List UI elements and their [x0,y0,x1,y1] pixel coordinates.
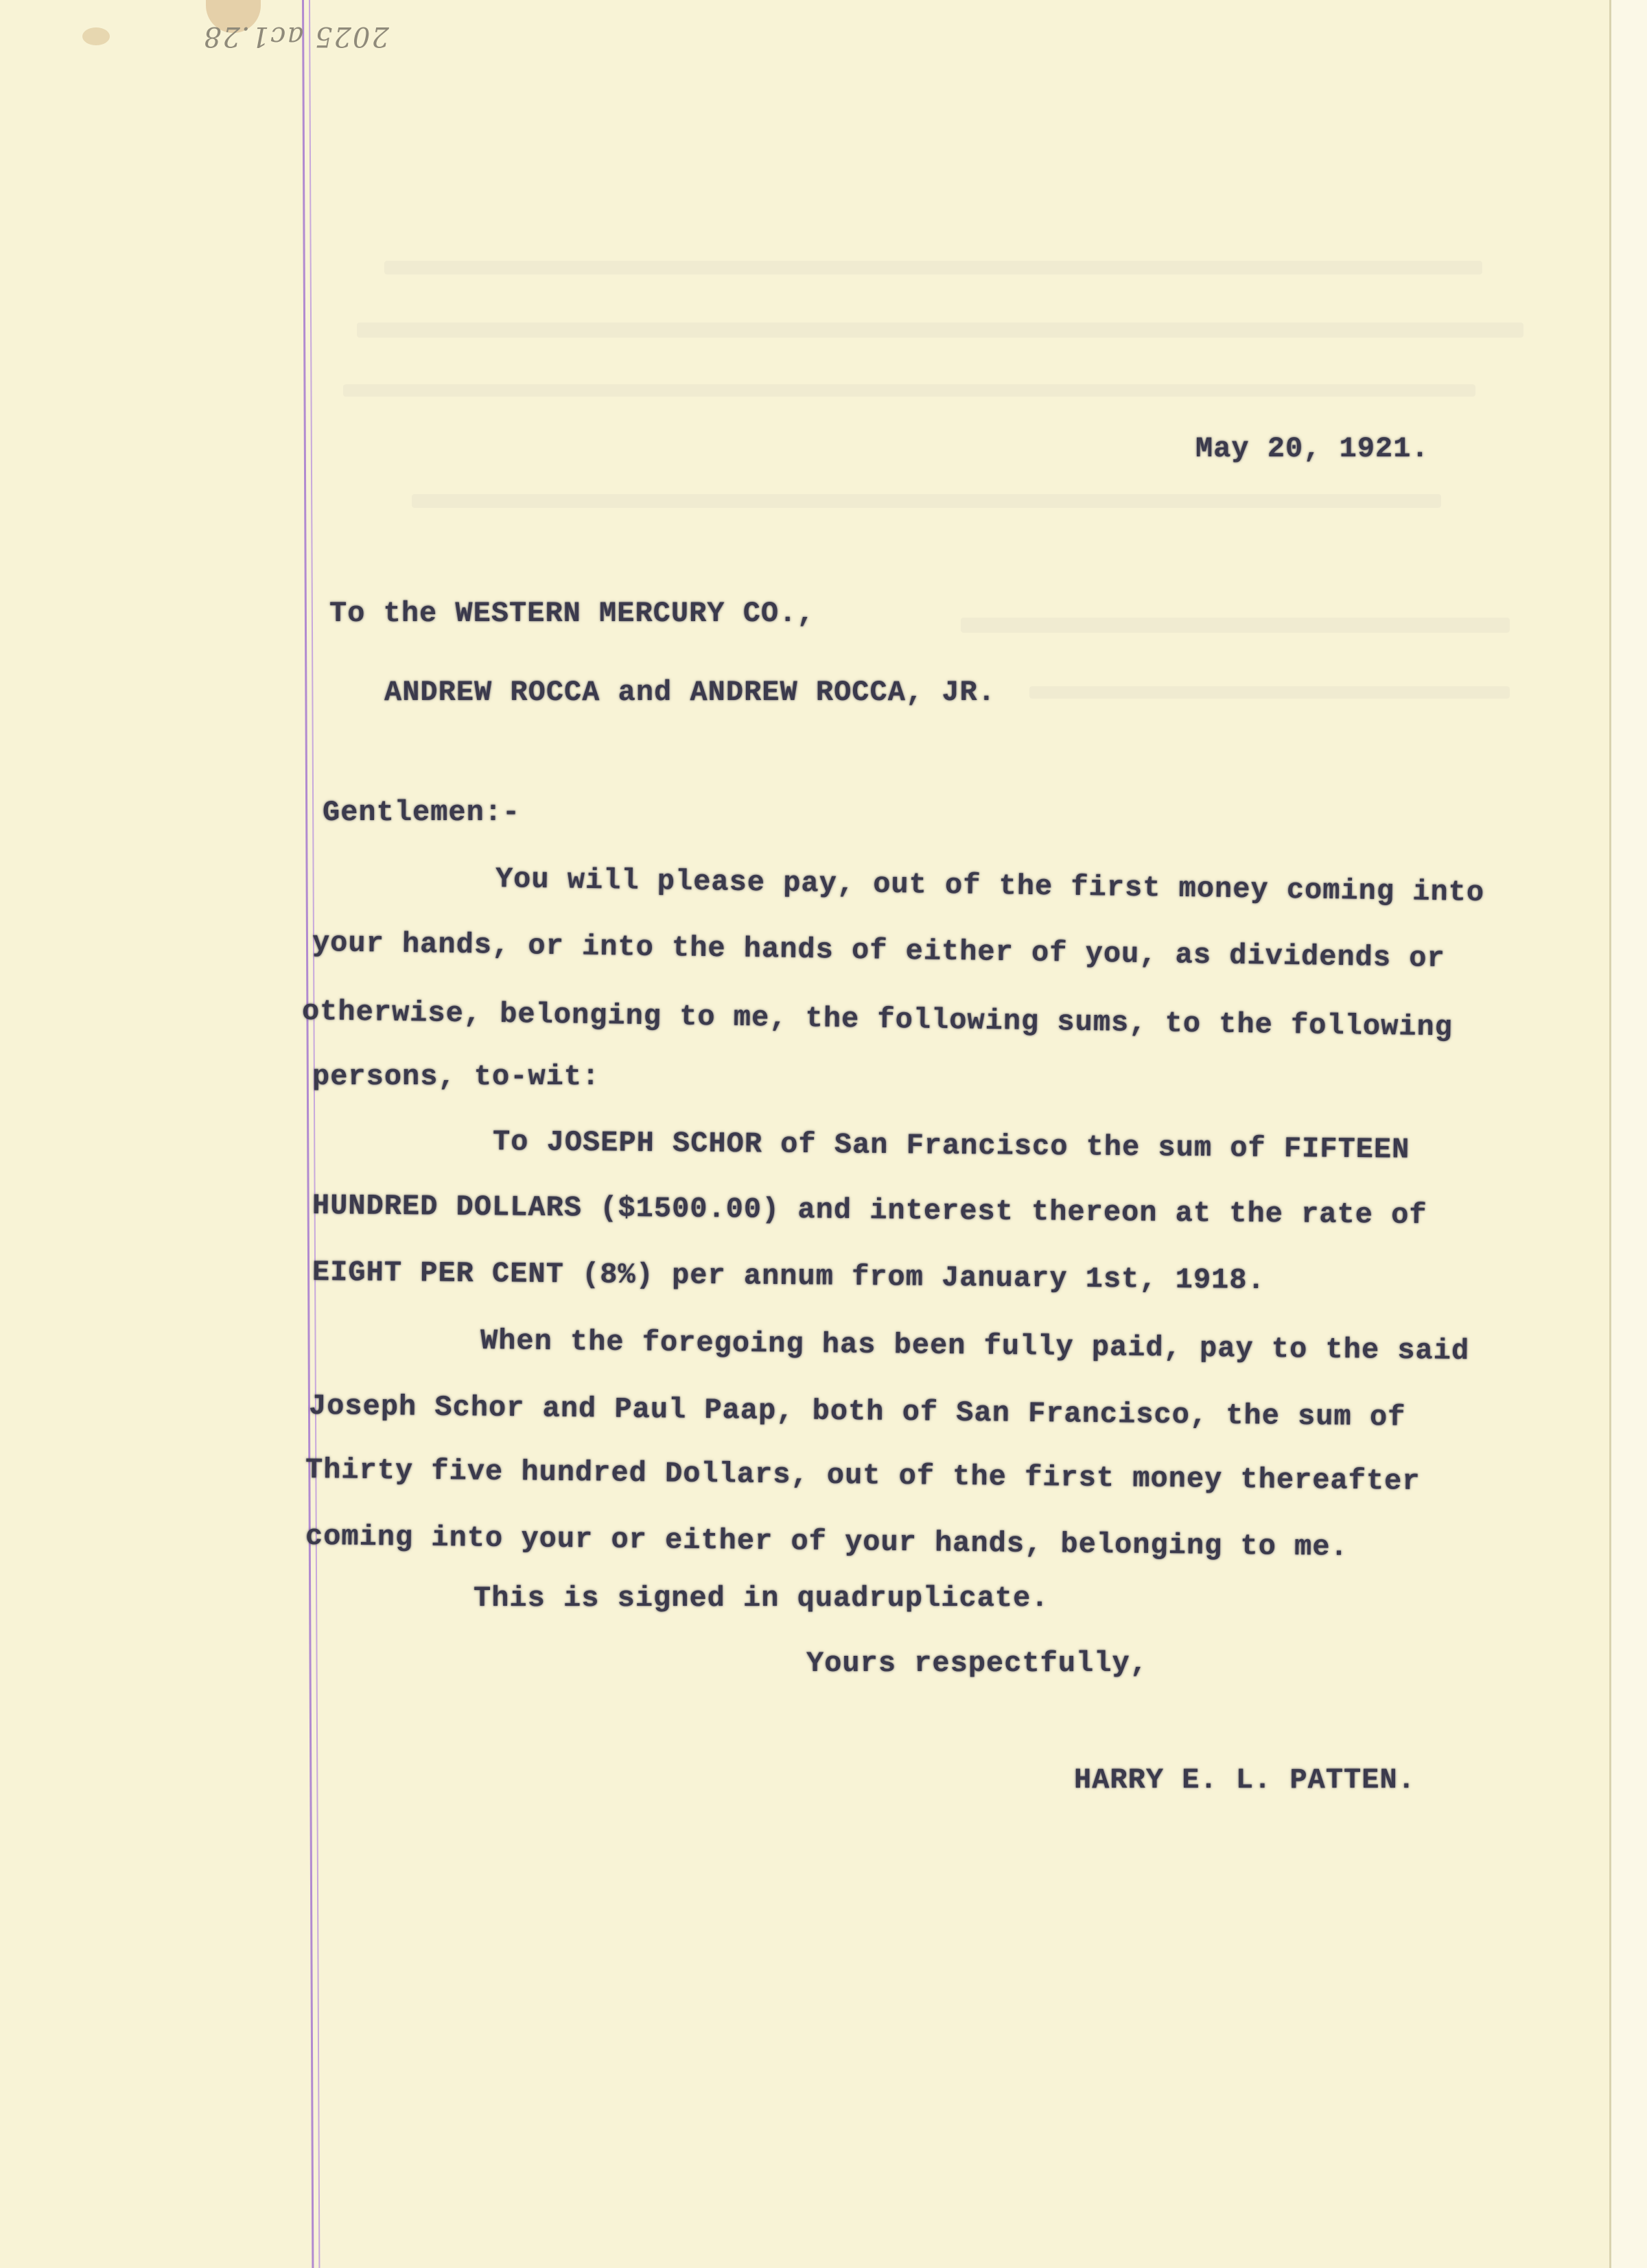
body-line: This is signed in quadruplicate. [474,1582,1049,1615]
show-through-text [961,618,1510,633]
body-line: coming into your or either of your hands, belonging to me. [305,1520,1349,1564]
letter-date: May 20, 1921. [1195,432,1429,465]
body-line: HUNDRED DOLLARS ($1500.00) and interest thereon at the rate of [312,1189,1427,1232]
body-line: You will please pay, out of the first money coming into [495,863,1485,910]
margin-rule [302,0,314,2268]
show-through-text [343,384,1475,397]
body-line: EIGHT PER CENT (8%) per annum from January 1st, 1918. [312,1256,1265,1298]
addressee-line-1: To the WESTERN MERCURY CO., [329,597,815,630]
body-line: Thirty five hundred Dollars, out of the first money thereafter [305,1453,1421,1499]
body-line: Joseph Schor and Paul Paap, both of San Francisco, the sum of [308,1390,1406,1434]
body-line: otherwise, belonging to me, the following sums, to the following [301,995,1453,1044]
paper-stain-small [82,27,110,45]
signature: HARRY E. L. PATTEN. [1074,1764,1416,1797]
salutation: Gentlemen:- [323,796,521,829]
paper-edge [1609,0,1647,2268]
show-through-text [412,494,1441,508]
body-line: your hands, or into the hands of either of you, as dividends or [312,926,1446,976]
addressee-line-2: ANDREW ROCCA and ANDREW ROCCA, JR. [384,676,996,709]
show-through-text [384,261,1482,274]
body-line: persons, to-wit: [312,1060,600,1093]
body-line: To JOSEPH SCHOR of San Francisco the sum of FIFTEEN [492,1125,1410,1167]
handwritten-annotation: 2025 ac1.28 [202,21,389,52]
closing: Yours respectfully, [806,1647,1148,1680]
body-line: When the foregoing has been fully paid, pay to the said [480,1324,1470,1368]
show-through-text [1029,686,1510,699]
show-through-text [357,323,1523,338]
